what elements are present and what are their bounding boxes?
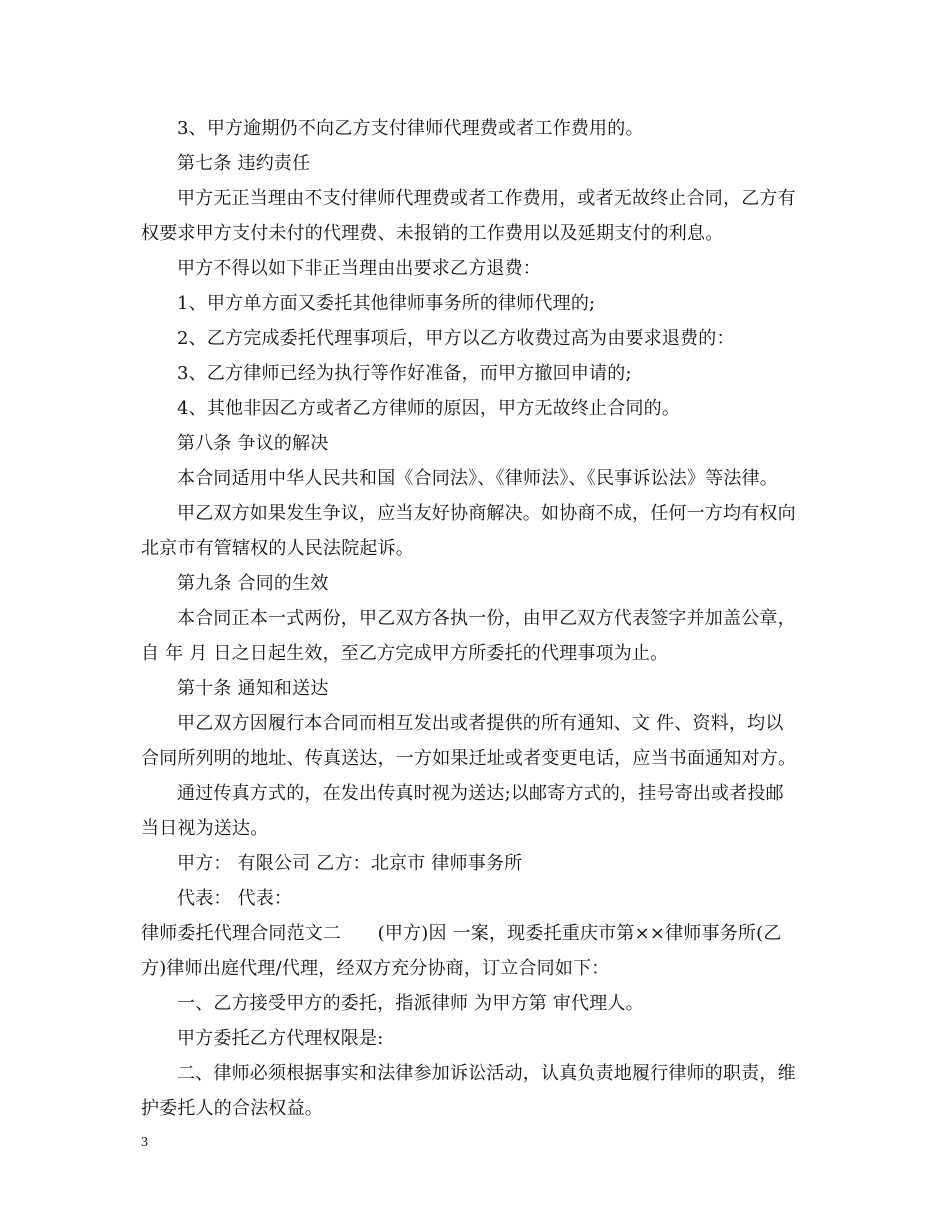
text-line: 1、甲方单方面又委托其他律师事务所的律师代理的; [177,293,596,314]
text-line: 本合同正本一式两份，甲乙双方各执一份，由甲乙双方代表签字并加盖公章， [177,608,796,629]
text-line: 4、其他非因乙方或者乙方律师的原因，甲方无故终止合同的。 [177,398,681,419]
page-number: 3 [141,1135,148,1150]
text-line: 北京市有管辖权的人民法院起诉。 [141,538,414,559]
section-heading: 第十条 通知和送达 [177,678,329,699]
text-line: 方)律师出庭代理/代理，经双方充分协商，订立合同如下： [141,958,610,979]
text-line: 自 年 月 日之日起生效，至乙方完成甲方所委托的代理事项为止。 [141,643,669,664]
representative-line: 代表： 代表： [177,888,293,909]
text-line: 甲方委托乙方代理权限是: [177,1028,384,1049]
text-line: 当日视为送达。 [141,818,269,839]
text-line: 通过传真方式的，在发出传真时视为送达;以邮寄方式的，挂号寄出或者投邮 [177,783,784,804]
text-line: 3、甲方逾期仍不向乙方支付律师代理费或者工作费用的。 [177,118,644,139]
section-heading: 第九条 合同的生效 [177,573,329,594]
text-line: 甲乙双方因履行本合同而相互发出或者提供的所有通知、文 件、资料，均以 [177,713,784,734]
section-heading: 第八条 争议的解决 [177,433,329,454]
text-line: 权要求甲方支付未付的代理费、未报销的工作费用以及延期支付的利息。 [141,223,724,244]
text-line: 一、乙方接受甲方的委托，指派律师 为甲方第 审代理人。 [177,993,644,1014]
text-line: 二、律师必须根据事实和法律参加诉讼活动，认真负责地履行律师的职责，维 [177,1063,796,1084]
text-line: 3、乙方律师已经为执行等作好准备，而甲方撤回申请的; [177,363,632,384]
text-line: 2、乙方完成委托代理事项后，甲方以乙方收费过高为由要求退费的： [177,328,735,349]
text-line: 甲乙双方如果发生争议，应当友好协商解决。如协商不成，任何一方均有权向 [177,503,796,524]
signature-line: 甲方： 有限公司 乙方：北京市 律师事务所 [177,853,523,874]
text-line: 护委托人的合法权益。 [141,1098,323,1119]
text-line: 本合同适用中华人民共和国《合同法》、《律师法》、《民事诉讼法》等法律。 [177,468,778,489]
text-line: 律师委托代理合同范文二 (甲方)因 一案，现委托重庆市第××律师事务所(乙 [141,923,782,944]
text-line: 甲方不得以如下非正当理由出要求乙方退费： [177,258,541,279]
text-line: 合同所列明的地址、传真送达，一方如果迁址或者变更电话，应当书面通知对方。 [141,748,797,769]
section-heading: 第七条 违约责任 [177,153,311,174]
text-line: 甲方无正当理由不支付律师代理费或者工作费用，或者无故终止合同，乙方有 [177,188,796,209]
